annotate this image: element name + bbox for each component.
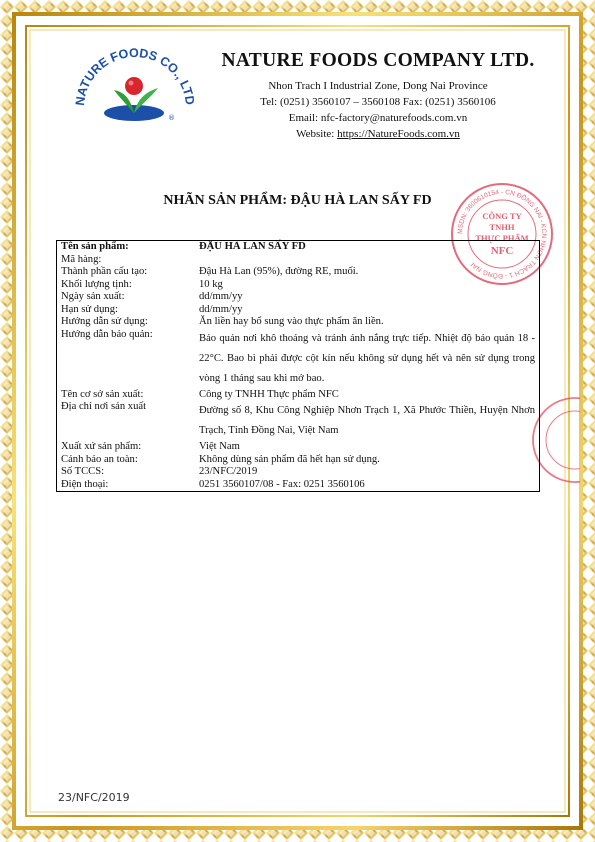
footer-document-code: 23/NFC/2019 [58,791,130,804]
row-value: Đậu Hà Lan (95%), đường RE, muối. [199,266,359,277]
row-key: Hướng dẫn sử dụng: [61,316,148,327]
row-key: Tên cơ sở sản xuất: [61,388,144,400]
row-value: 0251 3560107/08 - Fax: 0251 3560106 [199,478,365,490]
row-key: Hướng dẫn bảo quản: [61,328,153,340]
table-row [57,454,540,467]
stamp-line-1: CÔNG TY [482,211,522,221]
company-email: Email: nfc-factory@naturefoods.com.vn [288,112,468,124]
table-row [57,389,540,402]
table-row [57,266,540,279]
row-value: dd/mm/yy [199,291,243,302]
table-row [57,466,540,479]
table-row [57,479,540,492]
table-row [57,241,540,254]
row-key: Hạn sử dụng: [61,303,118,315]
table-row [57,279,540,292]
row-value: Đường số 8, Khu Công Nghiệp Nhơn Trạch 1, Xã Phước Thiền, Huyện Nhơn Trạch, Tỉnh Đồng Nai, Việt Nam [199,405,535,436]
logo-text: NATURE FOODS CO., LTD [72,45,198,107]
table-row [57,441,540,454]
company-header [188,50,568,142]
table-row [57,291,540,304]
row-key: Địa chỉ nơi sản xuất [61,401,147,412]
row-key: Xuất xứ sản phẩm: [61,441,142,452]
document-title: NHÃN SẢN PHẨM: ĐẬU HÀ LAN SẤY FD [163,193,432,208]
product-label-table [56,240,540,492]
row-key: Số TCCS: [61,466,105,477]
stamp-ring-text: MSDN: 3600610154 - CN ĐỒNG NAI - KCN NHƠN TRẠCH 1 - ĐỒNG NAI [456,188,548,280]
row-value: 23/NFC/2019 [199,466,258,477]
company-name: NATURE FOODS COMPANY LTD. [221,50,535,71]
row-key: Thành phần cấu tạo: [61,266,148,277]
table-row [57,329,540,389]
table-row [57,254,540,267]
stamp-line-4: NFC [490,245,514,257]
website-link[interactable]: https://NatureFoods.com.vn [337,128,460,140]
svg-text:®: ® [168,114,175,122]
row-value: Công ty TNHH Thực phẩm NFC [199,388,339,400]
row-value: ĐẬU HÀ LAN SẤY FD [199,241,306,252]
row-value: Việt Nam [199,441,240,452]
row-key: Mã hàng: [61,253,102,265]
company-phone: Tel: (0251) 3560107 – 3560108 Fax: (0251) 3560106 [260,96,496,108]
company-address: Nhon Trach I Industrial Zone, Dong Nai Province [268,80,488,92]
stamp-line-3: THỰC PHẨM [475,233,529,243]
row-value [195,254,540,267]
row-value: Ăn liền hay bổ sung vào thực phẩm ăn liền. [199,316,384,327]
company-website [188,126,568,142]
row-key: Ngày sản xuất: [61,291,125,302]
svg-text:NATURE FOODS CO., LTD [73,46,197,107]
row-key: Tên sản phẩm: [61,241,129,252]
table-row [57,316,540,329]
company-logo [70,40,200,135]
row-key: Cảnh báo an toàn: [61,453,138,465]
stamp-line-2: TNHH [489,222,515,232]
table-row [57,304,540,317]
row-value: dd/mm/yy [199,303,243,315]
table-row [57,401,540,441]
website-label: Website: [296,128,338,140]
row-value: Không dùng sản phẩm đã hết hạn sử dụng. [199,453,380,465]
row-key: Khối lượng tịnh: [61,278,132,290]
row-value: 10 kg [199,278,223,290]
row-value: Bảo quản nơi khô thoáng và tránh ánh nắng trực tiếp. Nhiệt độ bảo quản 18 - 22°C. Bao bì phải được cột kín nếu không sử dụng hết và nên sử dụng trong vòng 1 tháng sau khi mở bao. [199,332,535,384]
row-key: Điện thoại: [61,478,109,490]
